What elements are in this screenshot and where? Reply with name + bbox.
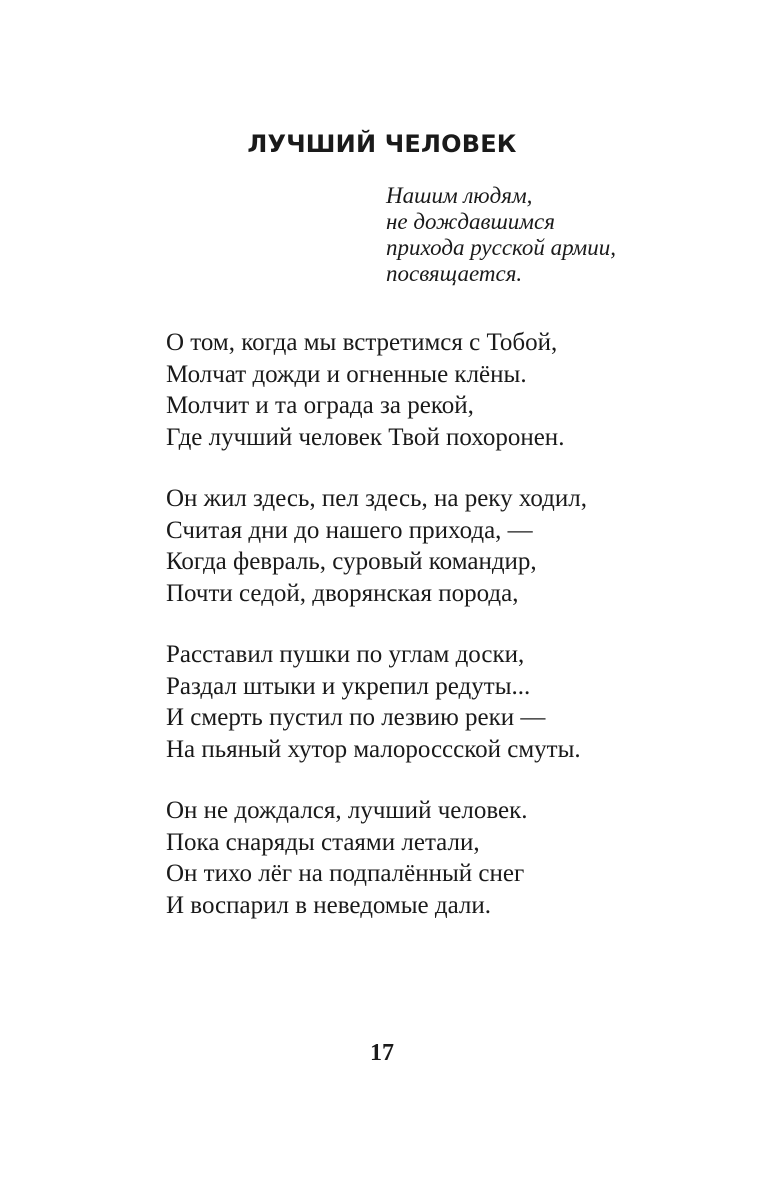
poem-body xyxy=(166,327,726,951)
poem-line: Когда февраль, суровый командир, xyxy=(166,548,537,575)
poem-line: На пьяный хутор малороссской смуты. xyxy=(166,735,581,763)
poem-line: Молчит и та ограда за рекой, xyxy=(166,392,474,419)
epigraph-line: не дождавшимся xyxy=(386,209,555,234)
stanza xyxy=(166,795,726,921)
poem-line: Где лучший человек Твой похоронен. xyxy=(166,423,565,451)
stanza xyxy=(166,327,726,453)
epigraph-line: прихода русской армии, xyxy=(386,235,616,260)
epigraph-line: посвящается. xyxy=(386,261,523,286)
poem-line: И воспарил в неведомые дали. xyxy=(166,891,492,919)
poem-line: Он жил здесь, пел здесь, на реку ходил, xyxy=(166,485,587,512)
page-number: 17 xyxy=(370,1040,394,1066)
poem-line: Считая дни до нашего прихода, — xyxy=(166,516,533,544)
stanza xyxy=(166,639,726,765)
poem-line: Молчат дожди и огненные клёны. xyxy=(166,360,527,388)
poem-title: ЛУЧШИЙ ЧЕЛОВЕК xyxy=(247,130,517,158)
poem-line: О том, когда мы встретимся с Тобой, xyxy=(166,329,558,356)
epigraph-line: Нашим людям, xyxy=(386,183,533,208)
poem-line: Расставил пушки по углам доски, xyxy=(166,641,525,668)
poem-line: Он не дождался, лучший человек. xyxy=(166,797,528,824)
epigraph xyxy=(386,183,726,287)
poem-line: Пока снаряды стаями летали, xyxy=(166,828,480,856)
stanza xyxy=(166,483,726,609)
poem-line: И смерть пустил по лезвию реки — xyxy=(166,704,546,731)
poem-line: Он тихо лёг на подпалённый снег xyxy=(166,860,525,887)
poem-line: Почти седой, дворянская порода, xyxy=(166,579,519,607)
poem-line: Раздал штыки и укрепил редуты... xyxy=(166,672,531,700)
